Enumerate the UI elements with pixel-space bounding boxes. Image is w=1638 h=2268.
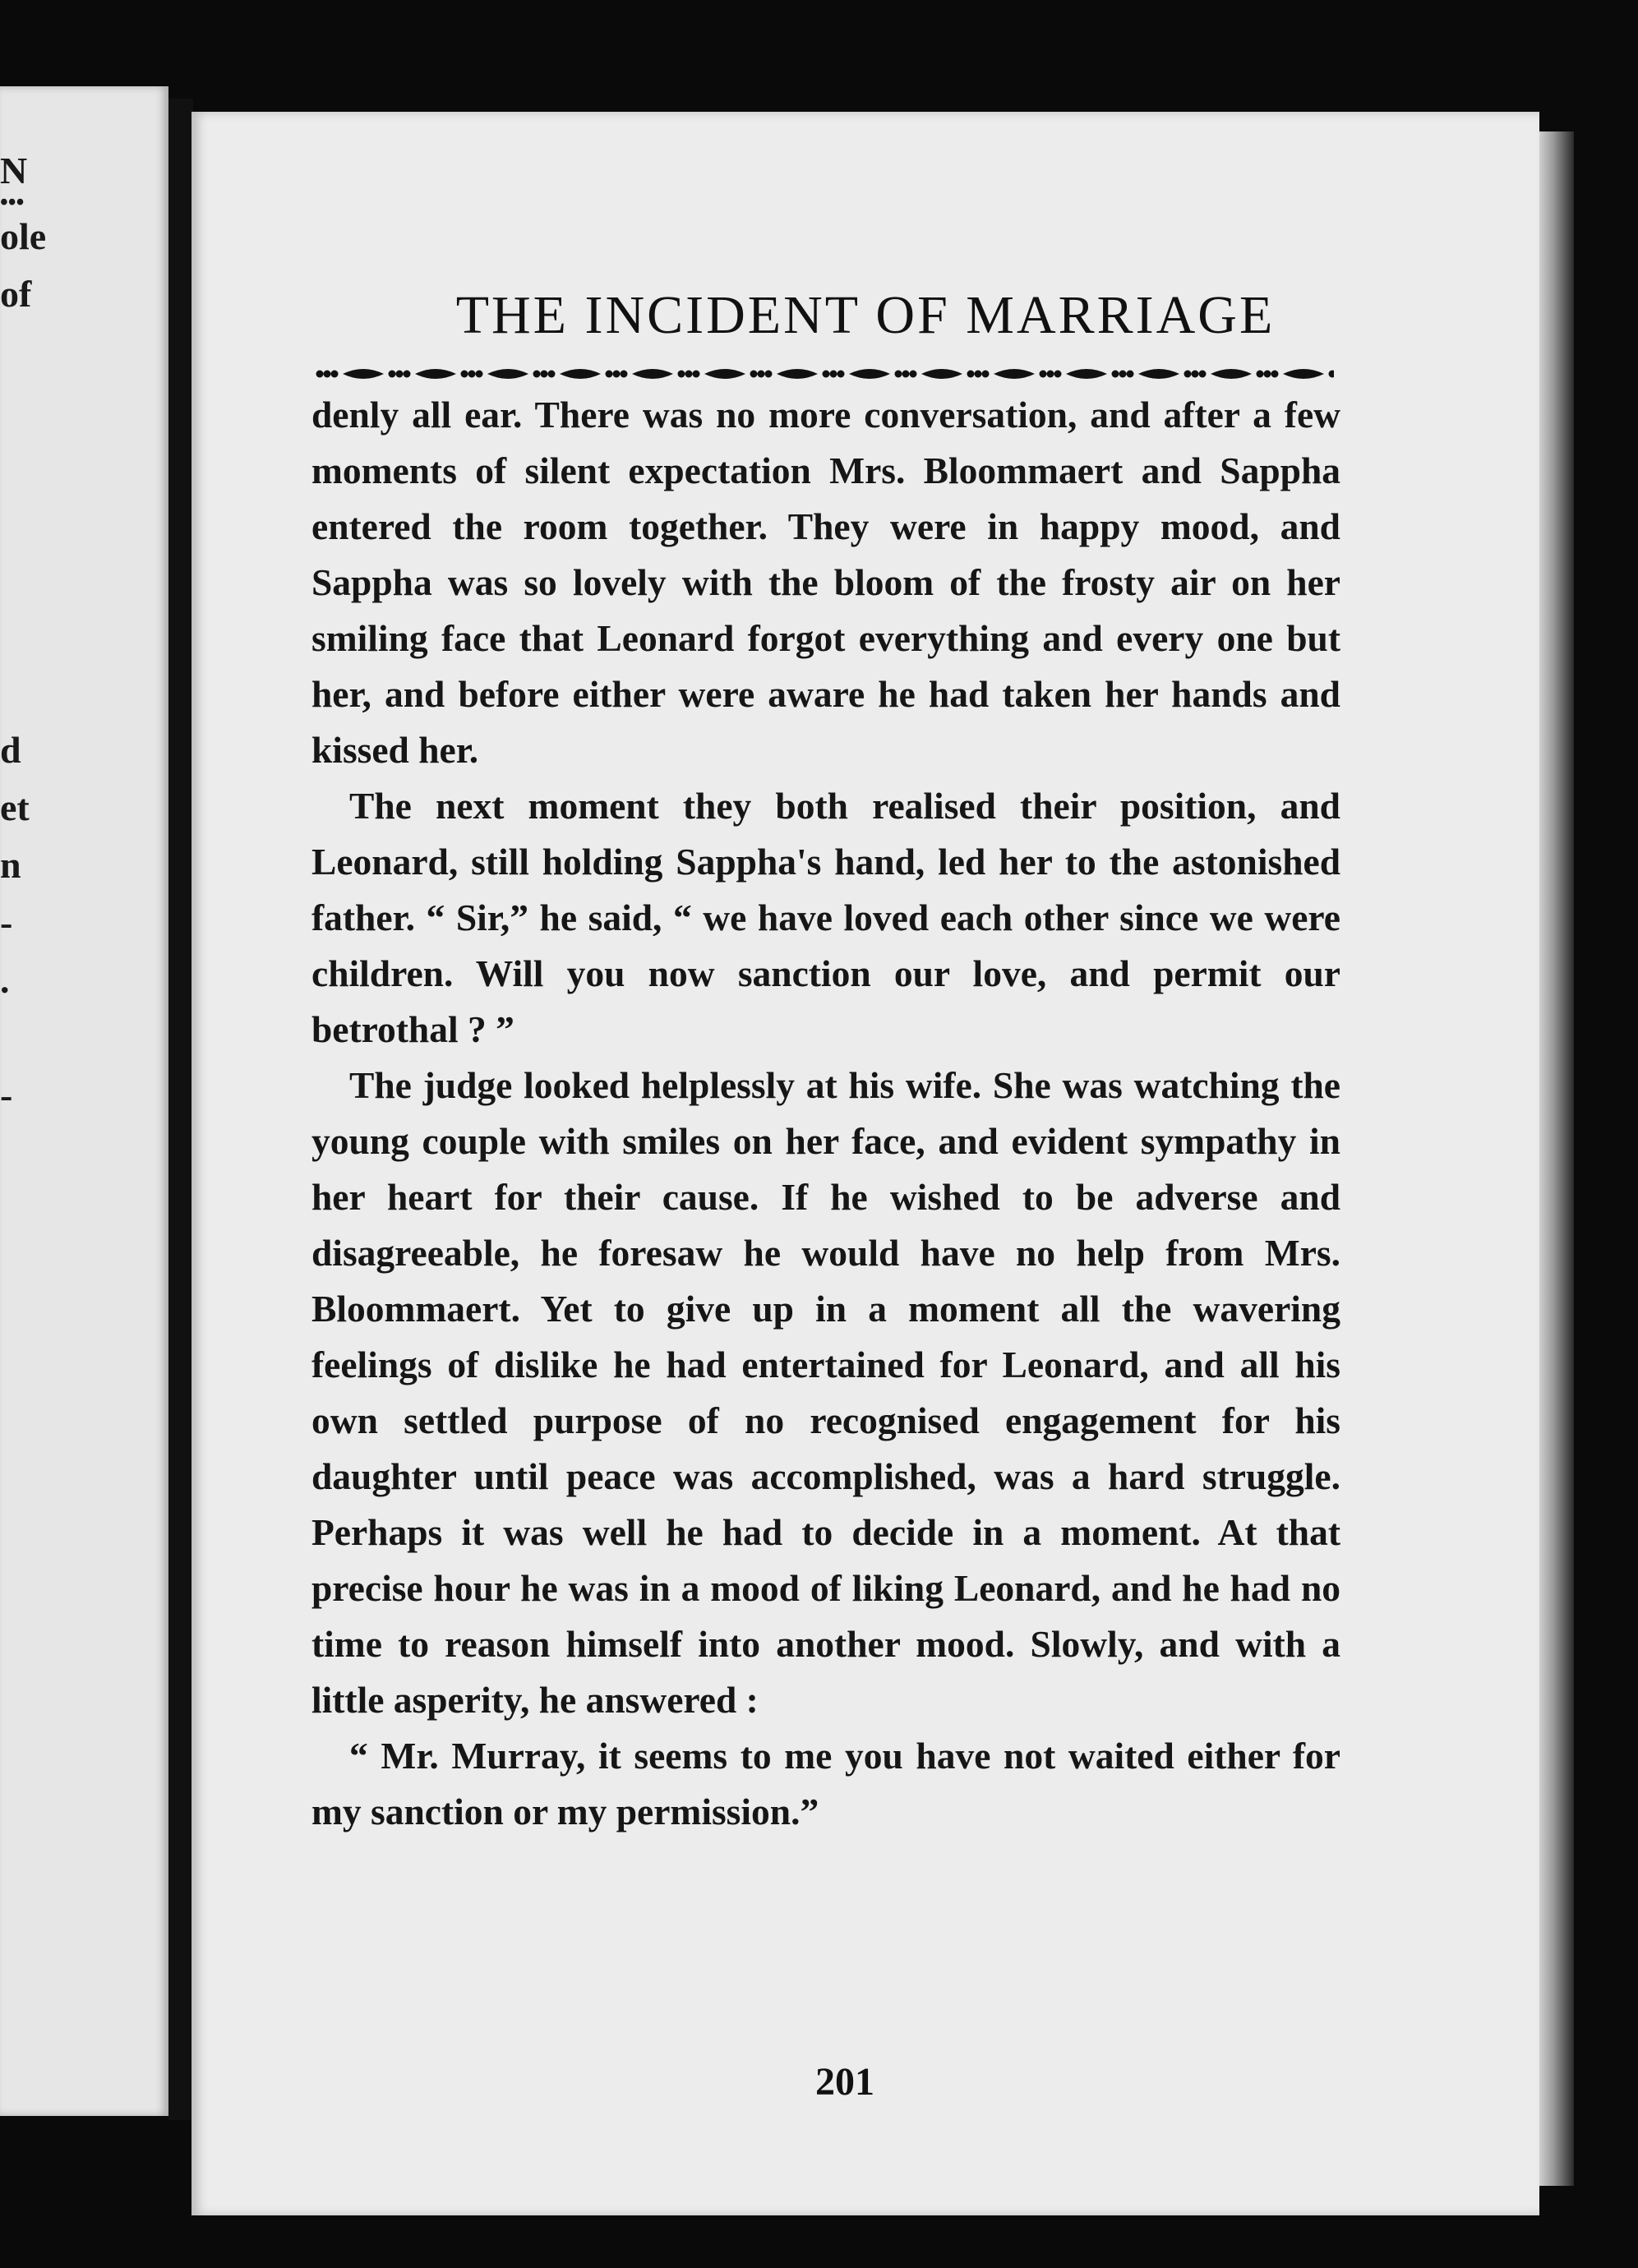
ornament-dot [1329, 371, 1335, 378]
ornament-dot [685, 371, 693, 378]
ornament-lozenge [415, 369, 456, 379]
ornament-dot [389, 371, 396, 378]
ornament-lozenge [849, 369, 890, 379]
ornament-dot [895, 371, 902, 378]
paragraph: denly all ear. There was no more conversation, and after a few moments of silent expectation Mrs. Bloommaert and Sappha entered the room together. They were in happy mood, and Sappha was so lovely with the bloom of the frosty air on her smiling face that Leonard forgot everything and every one but her, and before either were aware he had taken her hands and kissed her. [311, 394, 1340, 771]
ornament-dot [982, 371, 990, 378]
page-number: 201 [815, 2060, 874, 2104]
ornament-dot [823, 371, 830, 378]
facing-page-fragment: N [0, 150, 28, 191]
ornamental-rule [315, 363, 1334, 385]
ornament-lozenge [487, 369, 528, 379]
ornament-dot [830, 371, 837, 378]
ornament-lozenge [994, 369, 1035, 379]
facing-page-fragment: - [0, 901, 13, 943]
ornament-dot [967, 371, 975, 378]
ornament-lozenge [632, 369, 673, 379]
ornament-dot [533, 371, 541, 378]
ornament-lozenge [921, 369, 962, 379]
ornament-lozenge [1138, 369, 1179, 379]
ornament-dot [750, 371, 758, 378]
ornament-lozenge [1211, 369, 1252, 379]
ornament-dot [316, 371, 324, 378]
ornament-dot [548, 371, 556, 378]
facing-page-fragment: - [0, 1074, 13, 1116]
ornament-dot [324, 371, 331, 378]
ornament-dot [606, 371, 613, 378]
ornament-dot [1047, 371, 1054, 378]
facing-page-fragment: of [0, 273, 32, 315]
ornament-dot [678, 371, 685, 378]
ornament-dot [1127, 371, 1134, 378]
facing-page-fragment: et [0, 786, 30, 828]
ornament-dot [765, 371, 773, 378]
ornament-dot [613, 371, 621, 378]
ornament-dot [1112, 371, 1119, 378]
running-head: THE INCIDENT OF MARRIAGE [455, 285, 1276, 345]
ornament-lozenge [343, 369, 384, 379]
body-text [311, 387, 1340, 1840]
ornament-lozenge [560, 369, 601, 379]
ornament-dot [758, 371, 765, 378]
ornament-dot [1271, 371, 1279, 378]
facing-page-fragment: d [0, 729, 21, 771]
facing-page-left [0, 86, 168, 2116]
ornament-lozenge [704, 369, 745, 379]
page-edge [1539, 131, 1574, 2186]
facing-page-fragment: n [0, 844, 21, 886]
ornament-dot [1199, 371, 1207, 378]
ornament-dot [1257, 371, 1264, 378]
ornament-lozenge [1066, 369, 1107, 379]
facing-page-fragment: ••• [0, 190, 25, 215]
book-page [191, 112, 1539, 2215]
paragraph: The next moment they both realised their position, and Leonard, still holding Sappha's hand, led her to the astonished father. “ Sir,” he said, “ we have loved each other since we were children. Will you now sanction our love, and permit our betrothal ? ” [311, 785, 1340, 1050]
ornament-dot [461, 371, 468, 378]
ornament-dot [1192, 371, 1199, 378]
ornament-dot [975, 371, 982, 378]
facing-page-fragment: . [0, 959, 10, 1001]
ornament-dot [621, 371, 628, 378]
paragraph: The judge looked helplessly at his wife. She was watching the young couple with smiles on her face, and evident sympathy in her heart for their cause. If he wished to be adverse and disagreeable, he foresaw he would have no help from Mrs. Bloommaert. Yet to give up in a moment all the wavering feelings of dislike he had entertained for Leonard, and all his own settled purpose of no recognised engagement for his daughter until peace was accomplished, was a hard struggle. Perhaps it was well he had to decide in a moment. At that precise hour he was in a mood of liking Leonard, and he had no time to reason himself into another mood. Slowly, and with a little asperity, he answered : [311, 1064, 1340, 1721]
ornament-dot [902, 371, 910, 378]
ornament-dot [476, 371, 483, 378]
ornament-dot [1119, 371, 1127, 378]
ornament-dot [910, 371, 917, 378]
book-gutter [168, 99, 193, 2120]
paragraph: “ Mr. Murray, it seems to me you have not waited either for my sanction or my permission.” [311, 1735, 1340, 1832]
ornament-dot [693, 371, 700, 378]
ornament-dot [396, 371, 404, 378]
ornament-dot [541, 371, 548, 378]
ornament-lozenge [777, 369, 818, 379]
ornament-dot [468, 371, 476, 378]
ornament-dot [404, 371, 411, 378]
ornament-dot [1264, 371, 1271, 378]
facing-page-fragment: ole [0, 215, 47, 257]
ornament-dot [1040, 371, 1047, 378]
ornament-lozenge [1283, 369, 1324, 379]
ornament-dot [1184, 371, 1192, 378]
ornament-dot [331, 371, 339, 378]
ornament-dot [837, 371, 845, 378]
ornament-dot [1054, 371, 1062, 378]
